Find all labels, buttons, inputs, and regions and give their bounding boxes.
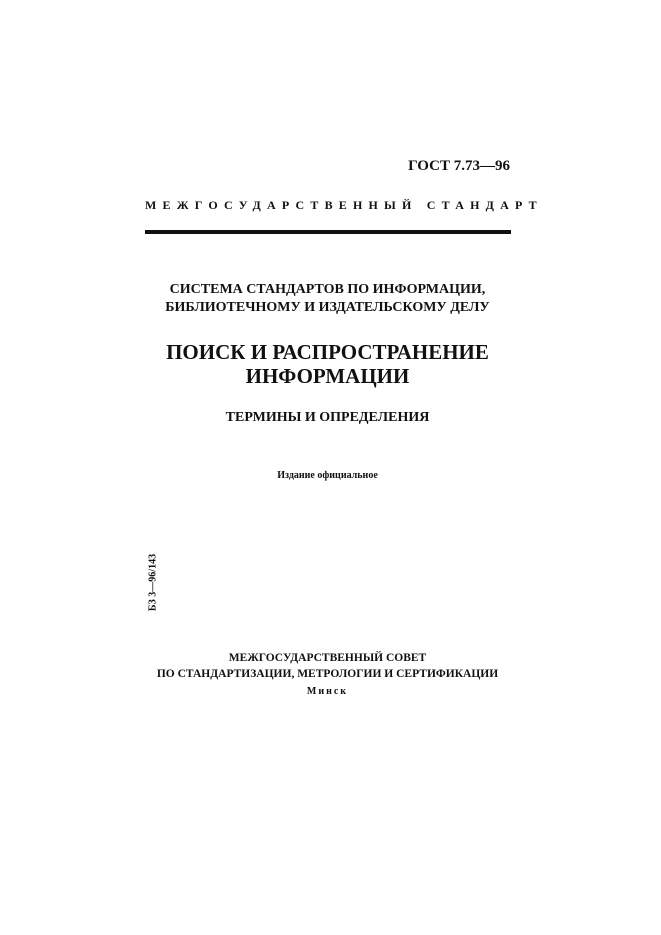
edition-note: Издание официальное [277, 470, 378, 481]
standard-number: ГОСТ 7.73—96 [408, 158, 510, 174]
main-title-line-2: ИНФОРМАЦИИ [245, 364, 410, 388]
main-title-line-1: ПОИСК И РАСПРОСТРАНЕНИЕ [166, 340, 489, 364]
subtitle: ТЕРМИНЫ И ОПРЕДЕЛЕНИЯ [225, 410, 430, 425]
catalog-code: БЗ 3—96/143 [147, 553, 159, 612]
series-title-line-2: БИБЛИОТЕЧНОМУ И ИЗДАТЕЛЬСКОМУ ДЕЛУ [165, 300, 490, 315]
publisher-line-1: МЕЖГОСУДАРСТВЕННЫЙ СОВЕТ [228, 652, 427, 664]
header-rule [145, 230, 511, 234]
publisher-line-2: ПО СТАНДАРТИЗАЦИИ, МЕТРОЛОГИИ И СЕРТИФИКАЦИИ [156, 668, 499, 680]
standard-type: МЕЖГОСУДАРСТВЕННЫЙ СТАНДАРТ [145, 198, 543, 212]
city: Минск [306, 686, 349, 697]
series-title-line-1: СИСТЕМА СТАНДАРТОВ ПО ИНФОРМАЦИИ, [169, 282, 486, 297]
